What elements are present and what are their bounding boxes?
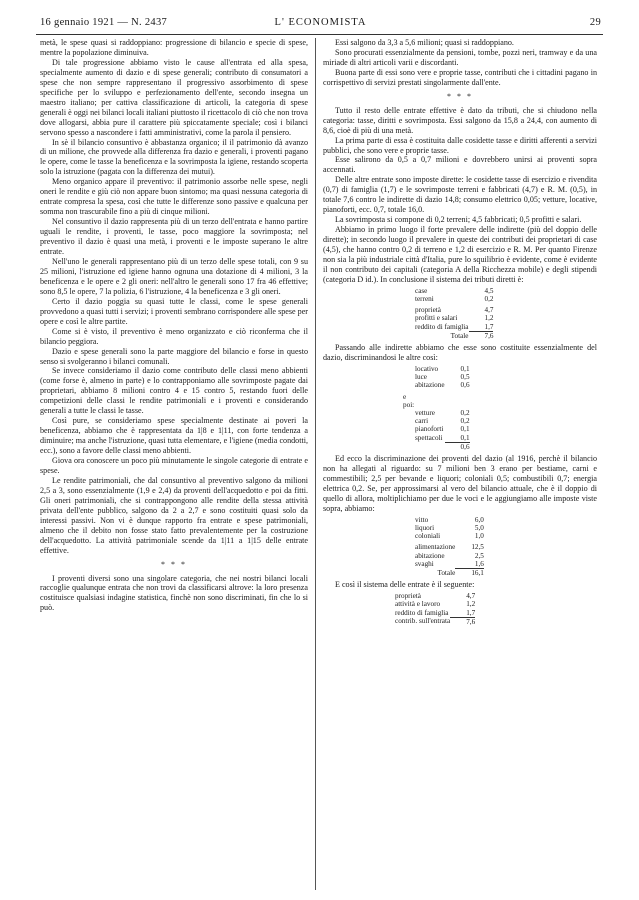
paragraph: In sè il bilancio consuntivo è abbastanza organico; il il patrimonio dà avanzo di un milione, che provvede alla differenza fra dazio e generali, i proventi pagano le opere, come le tasse la beneficenza e la sovrimposta la igiene, restando scoperta solo la istruzione (pagata con la differenza dei mutui). <box>40 137 308 177</box>
paragraph: Tutto il resto delle entrate effettive è dato da tributi, che si chiudono nella categoria: tasse, diritti e sovrimposta. Essi salgono da 15,8 a 24,4, con aumento di 8,6, cioè di più di una metà. <box>323 105 597 135</box>
table-row <box>415 314 493 322</box>
row-label: reddito di famiglia <box>395 608 449 617</box>
row-value: 0,2 <box>460 417 470 426</box>
row-label: Totale <box>437 568 456 577</box>
row-label: abitazione <box>415 551 445 560</box>
row-value: 1,7 <box>484 322 494 331</box>
paragraph: Passando alle indirette abbiamo che esse sono costituite essenzialmente del dazio, discriminandosi le altre così: <box>323 343 597 363</box>
right-column <box>323 38 597 629</box>
header-title: L' ECONOMISTA <box>274 17 367 28</box>
table-row <box>395 617 475 626</box>
paragraph: metà, le spese quasi si raddoppiano: progressione di bilancio e specie di spese, mentre la popolazione diminuiva. <box>40 38 308 57</box>
left-column <box>40 38 308 613</box>
row-value: 7,6 <box>450 617 475 626</box>
table-row <box>395 609 475 618</box>
paragraph: Ed ecco la discriminazione dei proventi del dazio (al 1916, perchè il bilancio non ha allegati al riguardo: su 7 milioni ben 3 erano per bestiame, carni e commestibili; 2,5 per bevande e liquori; coloniali 0,5; combustibili 0,7; energia elettrica 0,2. Se, per approssimarsi al vero del bilancio attuale, che è il doppio di quello di allora, moltiplichiamo per due le voci e le aggiungiamo alle imposte viste sopra, abbiamo: <box>323 454 597 513</box>
row-value: 0,1 <box>460 425 470 434</box>
paragraph: Le rendite patrimoniali, che dal consuntivo al preventivo salgono da milioni 2,5 a 3, sono essenzialmente (1,9 e 2,4) da proventi dell'acquedotto e poi da fitti. Gli oneri patrimoniali, che si contrappongono alle rendite della stessa attività privata dell'ente pubblico, salgono da 2 a 2,7 e sono costituiti quasi solo da interessi passivi. Non vi è dunque rapporto fra entrate e spese patrimoniali, almeno che il debito non fosse stato fatto prevalentemente per la costruzione dell'acquedotto. La attività patrimoniale scende da 1|11 a 1|15 delle entrate effettive. <box>40 475 308 555</box>
row-label: luce <box>415 373 427 382</box>
table-row <box>415 287 493 295</box>
table-row <box>415 295 493 303</box>
row-label: svaghi <box>415 560 434 569</box>
table-row <box>415 524 484 532</box>
row-value: 0,6 <box>460 381 470 390</box>
row-label: proprietà <box>395 592 421 601</box>
row-value: 0,2 <box>484 295 494 304</box>
row-label: abitazione <box>415 381 445 390</box>
indirect-taxes-table <box>403 365 597 451</box>
paragraph: La sovrimposta si compone di 0,2 terreni; 4,5 fabbricati; 0,5 profitti e salari. <box>335 215 582 225</box>
section-separator: * * * <box>447 91 473 101</box>
table-row <box>395 600 475 608</box>
row-label: alimentazione <box>415 543 456 552</box>
paragraph: Esse salirono da 0,5 a 0,7 milioni e dovrebbero unirsi ai proventi sopra accennati. <box>323 155 597 175</box>
row-value: 1,2 <box>484 314 494 323</box>
row-label: spettacoli <box>415 433 443 442</box>
header-rule <box>36 34 603 35</box>
row-label: coloniali <box>415 532 441 541</box>
consumption-table <box>415 516 597 577</box>
table-row <box>415 552 484 560</box>
row-value: 2,5 <box>474 551 484 560</box>
table-row <box>415 323 493 332</box>
table-row <box>415 306 493 314</box>
row-label: locativo <box>415 365 439 373</box>
row-value: 4,5 <box>484 286 494 295</box>
table-row <box>415 331 493 340</box>
table-row <box>403 381 470 389</box>
paragraph: Di tale progressione abbiamo visto le cause all'entrata ed alla spesa, specialmente aumento di dazio e di spese generali; contributo di consumatori a spese che non sempre rappresentano il progressivo assorbimento di spese specifiche per lo sviluppo e perfezionamento dell'ente, secondo insegna un maestro italiano; per cattiva classificazione di articoli, la categoria di spese generali è oggi nei bilanci locali italiani piuttosto il ricettacolo di ciò che non trova dove allogarsi, abbia pure il carattere più spiccatamente speciale; così i bilanci servono spesso a nascondere i fatti amministrativi, come la parola il pensiero. <box>40 57 308 137</box>
paragraph: Così pure, se consideriamo spese specialmente destinate ai poveri la beneficenza, abbiamo che è rappresentata da 1|8 e 1|11, con forte tendenza a diminuire; ma anche l'istruzione, quasi tutta elementare, e l'igiene (media condotti, ecc.), sono a favore delle classi meno abbienti. <box>40 416 308 456</box>
paragraph: La prima parte di essa è costituita dalle cosidette tasse e diritti afferenti a servizi pubblici, che sono vere e proprie tasse. <box>323 135 597 155</box>
row-value: 0,1 <box>460 365 470 373</box>
paragraph: Dazio e spese generali sono la parte maggiore del bilancio e forse in questo senso si svolgeranno i bilanci comunali. <box>40 346 308 366</box>
table-row <box>415 568 484 577</box>
row-label: case <box>415 286 428 295</box>
paragraph: Giova ora conoscere un poco più minutamente le singole categorie di entrate e spese. <box>40 456 308 475</box>
row-value: 0,1 <box>460 433 470 442</box>
paragraph: Essi salgono da 3,3 a 5,6 milioni; quasi si raddoppiano. <box>335 38 514 47</box>
paragraph: Come si è visto, il preventivo è meno organizzato e ciò riconferma che il bilancio peggiora. <box>40 326 308 346</box>
revenue-system-table <box>395 592 597 626</box>
row-label: profitti e salari <box>415 314 458 323</box>
row-label: reddito di famiglia <box>415 322 469 331</box>
paragraph: Nell'uno le generali rappresentano più di un terzo delle spese totali, con 9 su 25 milioni, l'istruzione ed igiene hanno ognuna una dotazione di 4 milioni, 3 la beneficenza e le opere e 2 gli oneri: nell'altro le generali sono 17 fra 46 effettive; sono 8,5 le opere, 7 la polizia, 6 l'istruzione, 4 la beneficenza e 3 gli oneri. <box>40 256 308 296</box>
table-row <box>415 532 484 540</box>
table-row <box>403 425 470 433</box>
paragraph: Delle altre entrate sono imposte dirette: le cosidette tasse di esercizio e rivendita (0,7) di famiglia (1,7) e le sovrimposte terreni e fabbricati (4,7) e R. M. (0,5), in totale 7,6 contro le indirette di dazio 14,8; consumo elettrico 0,05; vetture, locative, pianoforti, ecc. 0,7, totale 16,0. <box>323 175 597 215</box>
row-label: Totale <box>450 331 469 340</box>
row-value: 4,7 <box>466 592 476 601</box>
header-date: 16 gennaio 1921 — N. 2437 <box>40 17 168 28</box>
row-value: 1,7 <box>466 608 476 617</box>
paragraph: Meno organico appare il preventivo: il patrimonio assorbe nelle spese, negli oneri le rendite e giù ciò non appare buon sintomo; ma quasi nessuna categoria di entrate compresa la spesa, così che tutte le differenze sono passive e qualcuna per somma non trascurabile fino a più di cinque milioni. <box>40 177 308 217</box>
paragraph: Sono procurati essenzialmente da pensioni, tombe, pozzi neri, tramway e da una miriade di altri articoli varii e discordanti. <box>323 47 597 67</box>
row-value: 1,0 <box>474 532 484 541</box>
paragraph: E così il sistema delle entrate è il seguente: <box>335 580 475 590</box>
table-row <box>403 442 470 451</box>
running-header <box>40 17 601 33</box>
row-label: vetture <box>415 409 435 418</box>
table-row <box>403 365 470 373</box>
row-value: 0,2 <box>460 409 470 418</box>
table-row <box>415 516 484 524</box>
table-row <box>403 373 470 381</box>
paragraph: Nel consuntivo il dazio rappresenta più di un terzo dell'entrata e hanno partire uguali le rendite, i proventi, le tasse, poco maggiore la sovrimposta; nel preventivo il dazio è quasi una metà, i proventi e le imposte superano le altre entrate. <box>40 217 308 257</box>
page-number: 29 <box>589 17 601 28</box>
paragraph: I proventi diversi sono una singolare categoria, che nei nostri bilanci locali raccoglie qualunque entrata che non trovi da classificarsi altrove: la loro presenza costituisce qualsiasi indagine statistica, finchè non sono discriminati, fin che lo si può. <box>40 573 308 613</box>
row-value: 5,0 <box>474 523 484 532</box>
table-row <box>403 417 470 425</box>
table-row <box>403 434 470 443</box>
row-value: 0,5 <box>460 373 470 382</box>
paragraph: Buona parte di essi sono vere e proprie tasse, contributi che i cittadini pagano in corrispettivo di servizi prestati singolarmente dall'ente. <box>323 67 597 87</box>
direct-taxes-table <box>415 287 597 340</box>
row-label: carri <box>415 417 429 426</box>
row-label: vitto <box>415 515 429 524</box>
row-label <box>415 442 445 451</box>
paragraph: Abbiamo in primo luogo il forte prevalere delle indirette (più del doppio delle dirette); in secondo luogo il prevalere in queste dei contributi dei proprietari di case (4,5), che hanno contro 0,2 di terreno e 1,2 di esercizio e R. M. Per quanto Firenze non sia la più industriale città d'Italia, pure lo squilibrio è evidente, come è evidente il non contributo dei capitali (categoria A della Ricchezza mobile) e degli stipendi (categoria D id.). In conclusione il sistema dei tributi diretti è: <box>323 225 597 284</box>
paragraph: Certo il dazio poggia su quasi tutte le classi, come le spese generali provvedono a quasi tutti i servizi; i proventi sembrano corrispondere alle spese per opere e così le altre partite. <box>40 296 308 326</box>
row-value: 7,6 <box>469 331 494 340</box>
row-value: 6,0 <box>474 515 484 524</box>
section-separator: * * * <box>161 559 187 569</box>
table-row <box>395 592 475 600</box>
row-label: attività e lavoro <box>395 600 441 609</box>
column-divider <box>315 38 316 890</box>
table-row <box>403 409 470 417</box>
paragraph: Se invece consideriamo il dazio come contributo delle classi meno abbienti (come forse è, almeno in parte) e lo contrapponiamo alle sovrimposte pagate dai proprietari, abbiamo 8 milioni contro 4 e 15 contro 5, restando fuori delle competizioni delle classi le rendite patrimoniali e i proventi e considerando generali a tutte le classi le tasse. <box>40 366 308 416</box>
row-value: 12,5 <box>471 543 484 552</box>
table-row <box>415 560 484 569</box>
row-label: liquori <box>415 523 435 532</box>
row-label: contrib. sull'entrata <box>395 617 451 626</box>
row-value: 1,6 <box>474 559 484 568</box>
table-label: e poi: <box>403 392 415 409</box>
row-value: 0,6 <box>445 442 470 451</box>
row-label: pianoforti <box>415 425 444 434</box>
table-row <box>403 393 470 409</box>
row-value: 1,2 <box>466 600 476 609</box>
row-value: 4,7 <box>484 306 494 315</box>
row-value: 16,1 <box>455 568 484 577</box>
table-row <box>415 543 484 551</box>
row-label: terreni <box>415 295 434 304</box>
row-label: proprietà <box>415 306 441 315</box>
